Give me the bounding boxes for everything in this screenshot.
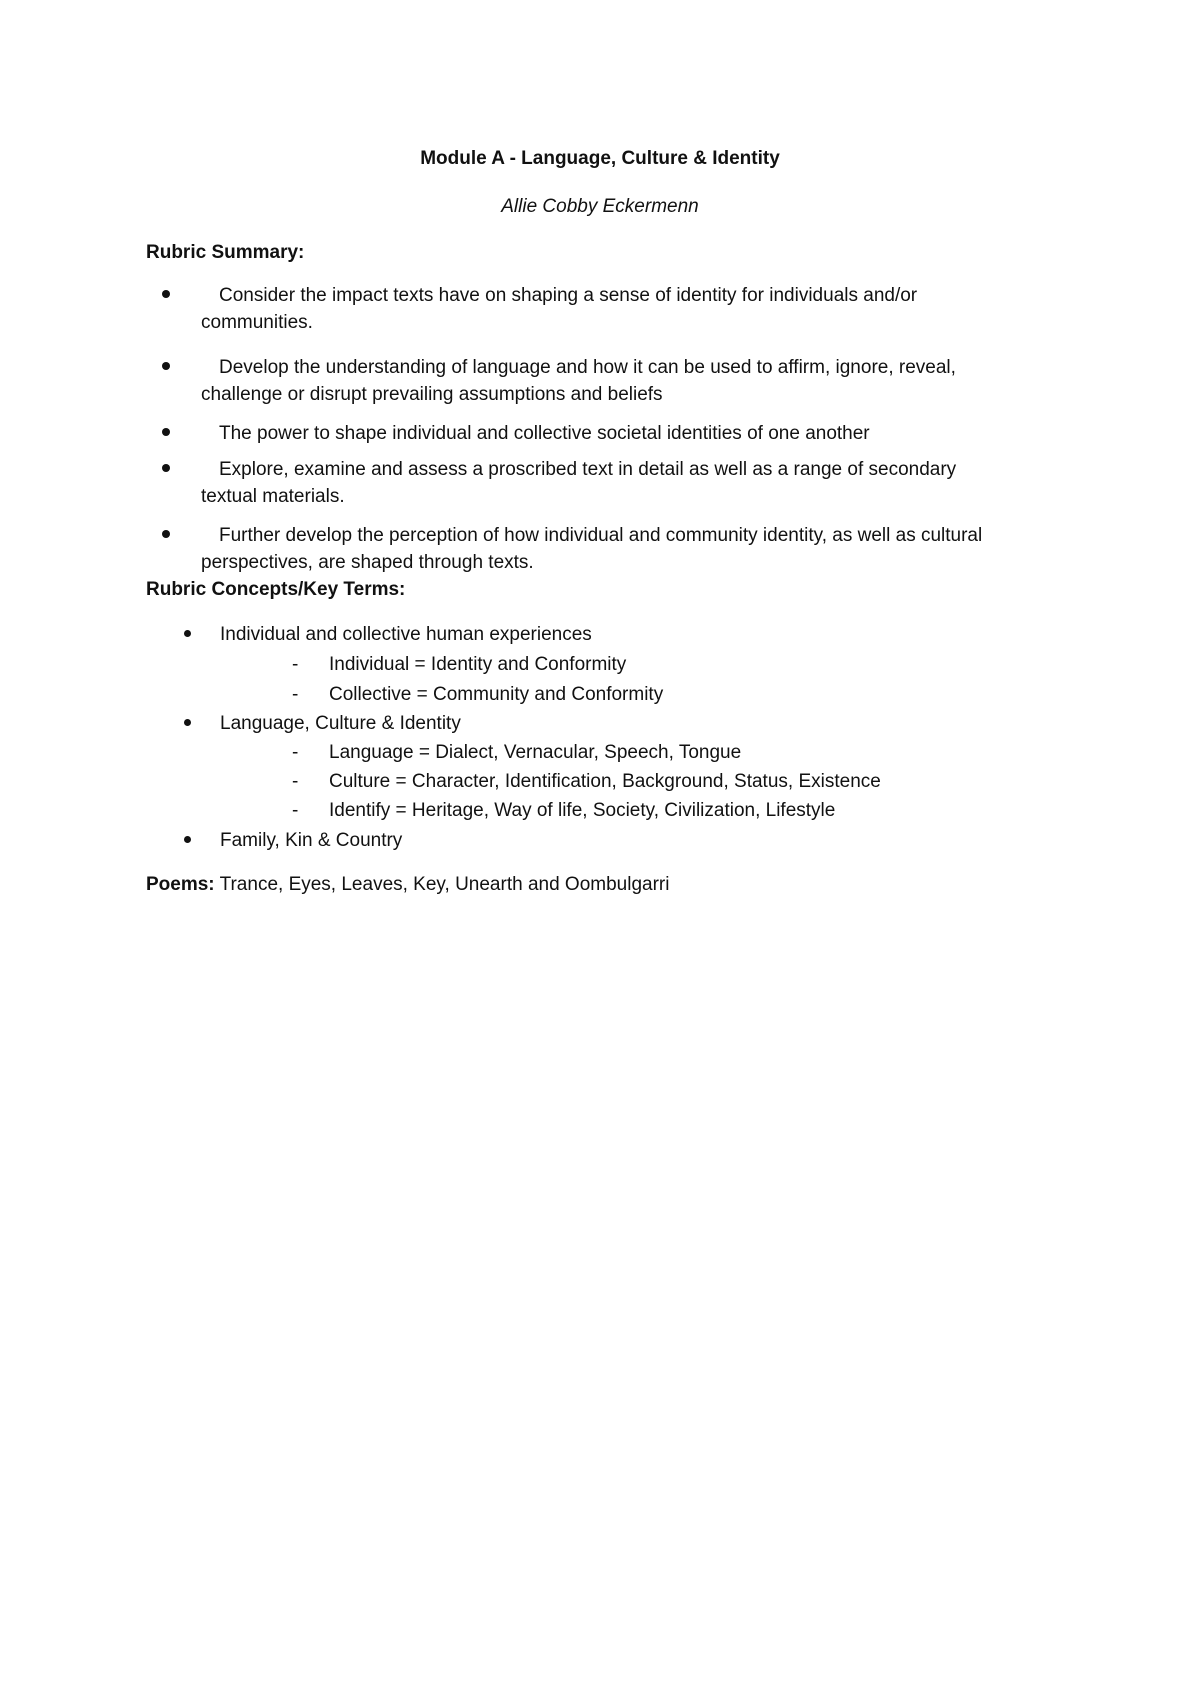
- rubric-concepts-heading: Rubric Concepts/Key Terms:: [146, 579, 406, 600]
- summary-item-line: The power to shape individual and collective societal identities of one another: [219, 423, 870, 444]
- dash-marker: -: [292, 654, 299, 675]
- summary-item: [146, 522, 1056, 576]
- poems-label: Poems:: [146, 874, 215, 895]
- summary-item: [146, 420, 1056, 447]
- dash-marker: -: [292, 800, 299, 821]
- summary-item-line: Consider the impact texts have on shaping a sense of identity for individuals and/or: [219, 285, 918, 306]
- summary-item: [146, 354, 1056, 408]
- bullet-icon: [184, 836, 191, 843]
- concept-subitem-text: Language = Dialect, Vernacular, Speech, Tongue: [329, 742, 742, 763]
- rubric-summary-heading: Rubric Summary:: [146, 242, 305, 263]
- bullet-icon: [184, 719, 191, 726]
- concept-item-label: Family, Kin & Country: [220, 830, 403, 851]
- concept-item-label: Language, Culture & Identity: [220, 713, 461, 734]
- document-title: Module A - Language, Culture & Identity: [420, 148, 780, 169]
- concept-subitem-text: Collective = Community and Conformity: [329, 684, 664, 705]
- summary-item-line: perspectives, are shaped through texts.: [201, 552, 534, 573]
- concept-subitem-text: Identify = Heritage, Way of life, Society, Civilization, Lifestyle: [329, 800, 836, 821]
- bullet-icon: [184, 630, 191, 637]
- poems-line: [146, 874, 669, 896]
- document-author: Allie Cobby Eckermenn: [501, 196, 699, 217]
- summary-item-line: Further develop the perception of how individual and community identity, as well as cultural: [219, 525, 983, 546]
- concept-subitem-text: Individual = Identity and Conformity: [329, 654, 627, 675]
- summary-item: [146, 282, 1056, 336]
- summary-item-line: textual materials.: [201, 486, 345, 507]
- summary-item-line: Explore, examine and assess a proscribed text in detail as well as a range of secondary: [219, 459, 957, 480]
- dash-marker: -: [292, 771, 299, 792]
- summary-item: [146, 456, 1056, 510]
- concept-subitem-text: Culture = Character, Identification, Background, Status, Existence: [329, 771, 881, 792]
- summary-item-line: challenge or disrupt prevailing assumptions and beliefs: [201, 384, 663, 405]
- concept-item-label: Individual and collective human experiences: [220, 624, 592, 645]
- dash-marker: -: [292, 684, 299, 705]
- summary-item-line: communities.: [201, 312, 313, 333]
- dash-marker: -: [292, 742, 299, 763]
- summary-item-line: Develop the understanding of language and how it can be used to affirm, ignore, reveal,: [219, 357, 956, 378]
- poems-list: Trance, Eyes, Leaves, Key, Unearth and Oombulgarri: [219, 874, 670, 895]
